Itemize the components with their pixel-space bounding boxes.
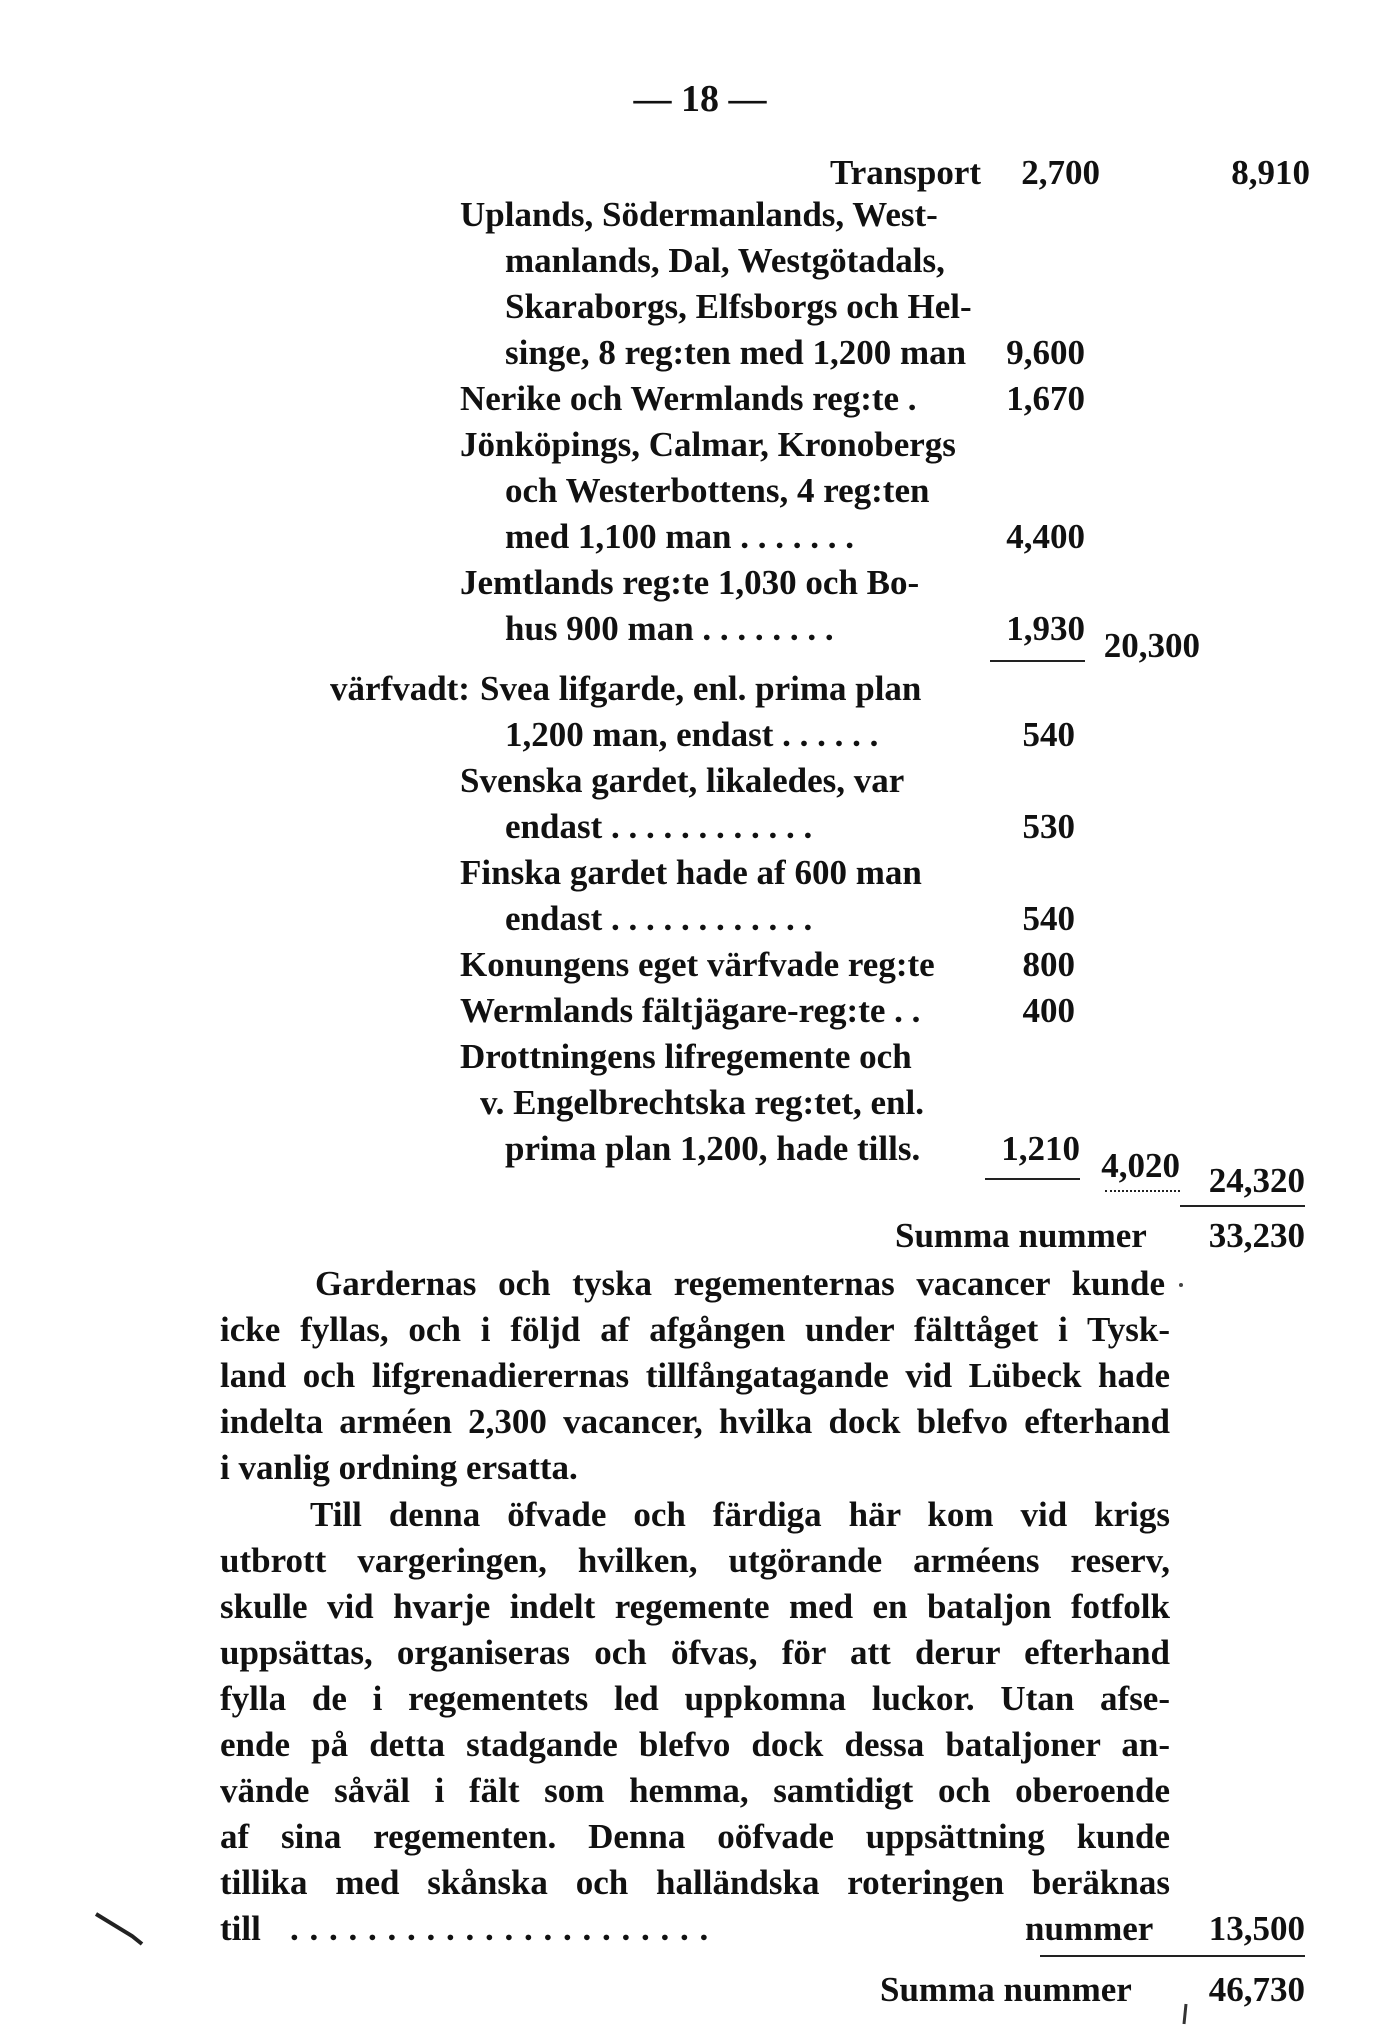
entry-jonkopings-line-3: med 1,100 man . . . . . . . xyxy=(505,517,855,556)
sum-rule xyxy=(1040,1955,1305,1957)
summa-2-value: 46,730 xyxy=(1208,1970,1305,2009)
entry-uplands-line-3: Skaraborgs, Elfsborgs och Hel- xyxy=(505,287,972,326)
sum-rule xyxy=(990,660,1085,662)
paragraph-2-line-8: af sina regementen. Denna oöfvade uppsättning kunde xyxy=(220,1817,1170,1856)
sum-rule xyxy=(1105,1190,1180,1192)
entry-finska-value: 540 xyxy=(1022,899,1075,938)
last-line-dots: . . . . . . . . . . . . . . . . . . . . . . xyxy=(290,1909,710,1948)
entry-konungens: Konungens eget värfvade reg:te xyxy=(460,945,935,984)
entry-svea-line-2: 1,200 man, endast . . . . . . xyxy=(505,715,879,754)
infantry-subtotal: 20,300 xyxy=(1103,626,1200,665)
sum-rule xyxy=(1180,1205,1305,1207)
paragraph-2-line-9: tillika med skånska och halländska roteringen beräknas xyxy=(220,1863,1170,1902)
entry-uplands-line-4: singe, 8 reg:ten med 1,200 man xyxy=(505,333,967,372)
scan-mark xyxy=(1180,2000,1200,2030)
summa-1-label: Summa nummer xyxy=(895,1216,1147,1255)
paragraph-2-line-5: fylla de i regementets led uppkomna luckor. Utan afse- xyxy=(220,1679,1170,1718)
summa-2-label: Summa nummer xyxy=(880,1970,1132,2009)
entry-drottningens-line-3: prima plan 1,200, hade tills. xyxy=(505,1129,921,1168)
entry-svea-line-1: Svea lifgarde, enl. prima plan xyxy=(480,669,922,708)
entry-wermlands: Wermlands fältjägare-reg:te . . xyxy=(460,991,921,1030)
entry-finska-line-2: endast . . . . . . . . . . . . xyxy=(505,899,813,938)
transport-sub-value: 2,700 xyxy=(1021,153,1100,192)
paragraph-1-line-5: i vanlig ordning ersatta. xyxy=(220,1448,578,1487)
paragraph-2-line-7: vände såväl i fält som hemma, samtidigt och oberoende xyxy=(220,1771,1170,1810)
paragraph-1-line-2: icke fyllas, och i följd af afgången under fälttåget i Tysk- xyxy=(220,1310,1170,1349)
entry-drottningens-line-2: v. Engelbrechtska reg:tet, enl. xyxy=(480,1083,924,1122)
paragraph-2-line-6: ende på detta stadgande blefvo dock dessa bataljoner an- xyxy=(220,1725,1170,1764)
paragraph-1-line-4: indelta arméen 2,300 vacancer, hvilka dock blefvo efterhand xyxy=(220,1402,1170,1441)
paragraph-2-line-4: uppsättas, organiseras och öfvas, för att derur efterhand xyxy=(220,1633,1170,1672)
entry-jemtlands-line-1: Jemtlands reg:te 1,030 och Bo- xyxy=(460,563,920,602)
last-line-word: till xyxy=(220,1909,261,1948)
entry-drottningens-line-1: Drottningens lifregemente och xyxy=(460,1037,912,1076)
entry-jemtlands-line-2: hus 900 man . . . . . . . . xyxy=(505,609,834,648)
entry-wermlands-value: 400 xyxy=(1022,991,1075,1030)
entry-jemtlands-value: 1,930 xyxy=(1006,609,1085,648)
varfvadt-total: 24,320 xyxy=(1208,1161,1305,1200)
entry-jonkopings-line-2: och Westerbottens, 4 reg:ten xyxy=(505,471,930,510)
entry-nerike: Nerike och Wermlands reg:te . xyxy=(460,379,917,418)
scan-mark xyxy=(1176,1280,1186,1290)
entry-konungens-value: 800 xyxy=(1022,945,1075,984)
entry-svenska-line-2: endast . . . . . . . . . . . . xyxy=(505,807,813,846)
entry-finska-line-1: Finska gardet hade af 600 man xyxy=(460,853,922,892)
paragraph-1-line-3: land och lifgrenadierernas tillfångatagande vid Lübeck hade xyxy=(220,1356,1170,1395)
page-number: — 18 — xyxy=(633,78,767,120)
paragraph-1-line-1: Gardernas och tyska regementernas vacancer kunde xyxy=(315,1264,1165,1303)
entry-drottningens-value: 1,210 xyxy=(1001,1129,1080,1168)
paragraph-2-line-3: skulle vid hvarje indelt regemente med en bataljon fotfolk xyxy=(220,1587,1170,1626)
transport-total-value: 8,910 xyxy=(1231,153,1310,192)
entry-jonkopings-value: 4,400 xyxy=(1006,517,1085,556)
transport-label: Transport xyxy=(830,153,982,192)
entry-uplands-line-2: manlands, Dal, Westgötadals, xyxy=(505,241,945,280)
last-line-value: 13,500 xyxy=(1208,1909,1305,1948)
scan-mark xyxy=(92,1910,152,1950)
last-line-label: nummer xyxy=(1025,1909,1154,1948)
entry-svenska-value: 530 xyxy=(1022,807,1075,846)
entry-svenska-line-1: Svenska gardet, likaledes, var xyxy=(460,761,905,800)
entry-jonkopings-line-1: Jönköpings, Calmar, Kronobergs xyxy=(460,425,956,464)
entry-svea-value: 540 xyxy=(1022,715,1075,754)
entry-uplands-line-1: Uplands, Södermanlands, West- xyxy=(460,195,938,234)
summa-1-value: 33,230 xyxy=(1208,1216,1305,1255)
entry-uplands-value: 9,600 xyxy=(1006,333,1085,372)
paragraph-2-line-1: Till denna öfvade och färdiga här kom vid krigs xyxy=(310,1495,1170,1534)
entry-nerike-value: 1,670 xyxy=(1006,379,1085,418)
varfvadt-label: värfvadt: xyxy=(330,669,470,708)
paragraph-2-line-2: utbrott vargeringen, hvilken, utgörande arméens reserv, xyxy=(220,1541,1170,1580)
varfvadt-subtotal: 4,020 xyxy=(1101,1146,1180,1185)
sum-rule xyxy=(985,1178,1080,1180)
